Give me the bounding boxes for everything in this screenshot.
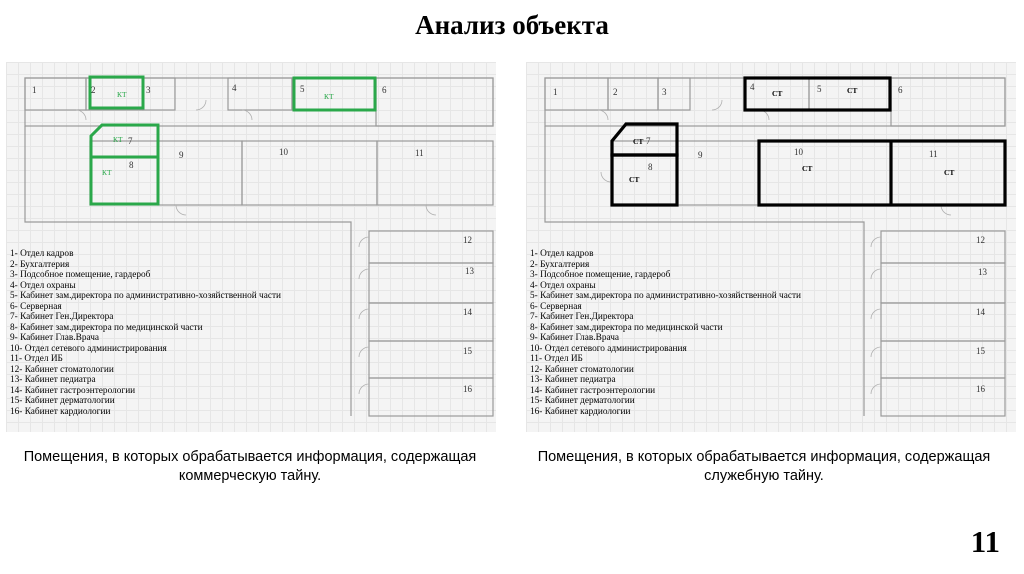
legend-item: 7- Кабинет Ген.Директора xyxy=(530,312,634,322)
kt-marker: КТ xyxy=(113,135,123,144)
floor-plan-official xyxy=(526,62,1016,432)
legend-item: 2- Бухгалтерия xyxy=(530,259,590,270)
room-number: 14 xyxy=(463,307,472,317)
door-arc xyxy=(871,347,881,357)
legend-item: 1- Отдел кадров xyxy=(10,249,74,259)
room-number: 2 xyxy=(613,87,618,97)
legend-item: 16- Кабинет кардиологии xyxy=(10,406,111,417)
legend-item: 13- Кабинет педиатра xyxy=(10,375,96,385)
room-outline-15 xyxy=(881,341,1005,378)
door-arc xyxy=(871,269,881,279)
door-arc xyxy=(242,110,252,120)
legend-item: 8- Кабинет зам.директора по медицинской части xyxy=(10,322,203,333)
legend-item: 11- Отдел ИБ xyxy=(10,354,63,364)
room-outline-7-8 xyxy=(90,141,158,205)
legend-item: 4- Отдел охраны xyxy=(530,280,596,291)
kt-marker: КТ xyxy=(324,92,334,101)
legend-item: 4- Отдел охраны xyxy=(10,280,76,291)
legend-item: 6- Серверная xyxy=(530,301,582,312)
legend-item: 14- Кабинет гастроэнтерологии xyxy=(530,385,656,396)
room-number: 6 xyxy=(382,85,387,95)
room-number: 16 xyxy=(976,384,985,394)
legend-item: 3- Подсобное помещение, гардероб xyxy=(10,270,151,280)
room-outline-5 xyxy=(292,78,376,110)
room-outline-16 xyxy=(369,378,493,416)
room-outline-7-8 xyxy=(613,141,677,205)
room-outline-4 xyxy=(228,78,292,110)
room-number: 4 xyxy=(750,82,755,92)
highlight-room-5 xyxy=(294,78,375,110)
legend-item: 12- Кабинет стоматологии xyxy=(10,364,114,375)
room-number: 12 xyxy=(976,235,985,245)
door-arc xyxy=(598,110,608,120)
st-marker: СТ xyxy=(633,137,644,146)
room-number: 5 xyxy=(300,84,305,94)
kt-marker: КТ xyxy=(102,168,112,177)
door-arc xyxy=(601,172,611,182)
room-number: 11 xyxy=(929,149,938,159)
legend-item: 7- Кабинет Ген.Директора xyxy=(10,312,114,322)
highlight-room-8 xyxy=(612,155,677,205)
st-marker: СТ xyxy=(847,86,858,95)
highlight-room-7 xyxy=(612,124,677,155)
st-marker: СТ xyxy=(802,164,813,173)
room-outline-9 xyxy=(677,141,759,205)
room-number: 2 xyxy=(91,85,96,95)
legend-item: 5- Кабинет зам.директора по административно-хозяйственной части xyxy=(530,291,802,301)
door-arc xyxy=(871,237,881,247)
room-number: 11 xyxy=(415,148,424,158)
room-number: 15 xyxy=(463,346,472,356)
room-outline-11 xyxy=(377,141,493,205)
corridor-top-wall xyxy=(545,78,1005,126)
st-marker: СТ xyxy=(944,168,955,177)
room-number: 13 xyxy=(465,266,474,276)
legend-item: 11- Отдел ИБ xyxy=(530,354,583,364)
door-arc xyxy=(871,309,881,319)
room-number: 6 xyxy=(898,85,903,95)
door-arc xyxy=(359,237,369,247)
floor-plan-commercial xyxy=(6,62,496,432)
legend-item: 14- Кабинет гастроэнтерологии xyxy=(10,385,136,396)
room-number: 3 xyxy=(146,85,151,95)
room-outline-14 xyxy=(881,303,1005,341)
room-number: 1 xyxy=(553,87,558,97)
room-outline-16 xyxy=(881,378,1005,416)
room-number: 16 xyxy=(463,384,472,394)
room-number: 12 xyxy=(463,235,472,245)
room-outline-15 xyxy=(369,341,493,378)
door-arc xyxy=(871,384,881,394)
door-arc xyxy=(359,269,369,279)
room-number: 8 xyxy=(129,160,134,170)
legend-item: 6- Серверная xyxy=(10,301,62,312)
room-outline-9 xyxy=(158,141,242,205)
legend-item: 5- Кабинет зам.директора по административно-хозяйственной части xyxy=(10,291,282,301)
room-number: 15 xyxy=(976,346,985,356)
legend-item: 16- Кабинет кардиологии xyxy=(530,406,631,417)
page-number: 11 xyxy=(970,524,1000,559)
highlight-rooms-4-5 xyxy=(745,78,890,110)
room-number: 10 xyxy=(794,147,803,157)
legend-item: 12- Кабинет стоматологии xyxy=(530,364,634,375)
room-number: 7 xyxy=(128,136,133,146)
room-number: 9 xyxy=(179,150,184,160)
room-number: 5 xyxy=(817,84,822,94)
room-outline-6 xyxy=(891,78,1005,126)
highlight-room-8 xyxy=(91,157,158,204)
caption-commercial: Помещения, в которых обрабатывается информация, содержащая коммерческую тайну. xyxy=(23,449,477,484)
room-legend xyxy=(10,249,281,417)
slide-title: Анализ объекта xyxy=(415,10,609,40)
door-arc xyxy=(176,205,186,215)
door-arc xyxy=(426,205,436,215)
room-outline-13 xyxy=(369,263,493,303)
room-outline-6 xyxy=(376,78,493,126)
room-number: 8 xyxy=(648,162,653,172)
room-outline-10 xyxy=(242,141,377,205)
legend-item: 10- Отдел сетевого администрирования xyxy=(10,343,167,354)
door-arc xyxy=(359,384,369,394)
room-number: 7 xyxy=(646,136,651,146)
room-number: 14 xyxy=(976,307,985,317)
room-outline-14 xyxy=(369,303,493,341)
legend-item: 2- Бухгалтерия xyxy=(10,259,70,270)
room-outline-12 xyxy=(369,231,493,263)
legend-item: 13- Кабинет педиатра xyxy=(530,375,616,385)
room-number: 4 xyxy=(232,83,237,93)
legend-item: 10- Отдел сетевого администрирования xyxy=(530,343,687,354)
legend-item: 15- Кабинет дерматологии xyxy=(530,396,635,406)
room-number: 3 xyxy=(662,87,667,97)
room-outline-12 xyxy=(881,231,1005,263)
door-arc xyxy=(76,110,86,120)
room-outline-10 xyxy=(759,141,891,205)
legend-item: 9- Кабинет Глав.Врача xyxy=(10,333,100,343)
caption-official: Помещения, в которых обрабатывается информация, содержащая служебную тайну. xyxy=(537,449,991,484)
legend-item: 8- Кабинет зам.директора по медицинской части xyxy=(530,322,723,333)
room-number: 13 xyxy=(978,267,987,277)
st-marker: СТ xyxy=(629,175,640,184)
legend-item: 9- Кабинет Глав.Врача xyxy=(530,333,620,343)
kt-marker: КТ xyxy=(117,90,127,99)
door-arc xyxy=(359,347,369,357)
legend-item: 15- Кабинет дерматологии xyxy=(10,396,115,406)
st-marker: СТ xyxy=(772,89,783,98)
door-arc xyxy=(196,100,206,110)
door-arc xyxy=(712,100,722,110)
room-number: 10 xyxy=(279,147,288,157)
legend-item: 3- Подсобное помещение, гардероб xyxy=(530,270,671,280)
room-legend xyxy=(530,249,801,417)
door-arc xyxy=(359,309,369,319)
legend-item: 1- Отдел кадров xyxy=(530,249,594,259)
room-number: 9 xyxy=(698,150,703,160)
room-number: 1 xyxy=(32,85,37,95)
